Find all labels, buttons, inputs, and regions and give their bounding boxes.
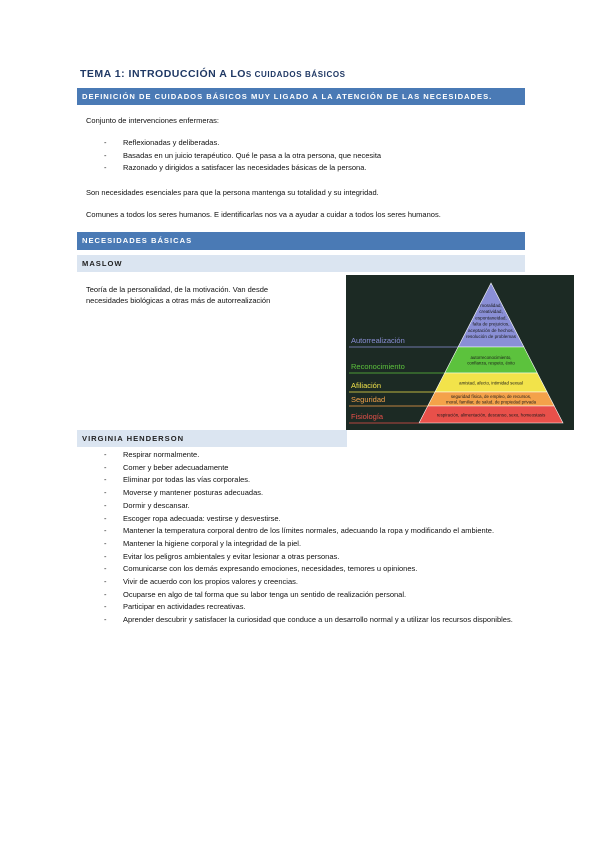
maslow-header: MASLOW xyxy=(77,255,525,272)
pyramid-level-text: creatividad, xyxy=(479,309,503,315)
maslow-text xyxy=(86,284,336,306)
page-title xyxy=(80,68,346,80)
maslow-text-line: Teoría de la personalidad, de la motivación. Van desde xyxy=(86,285,269,294)
title-main: TEMA 1: INTRODUCCIÓN A LO xyxy=(80,68,246,80)
pyramid-level-text: falta de prejuicios, xyxy=(472,321,510,327)
list-item: - Mantener la higiene corporal y la integridad de la piel. xyxy=(104,538,524,551)
list-item: - Escoger ropa adecuada: vestirse y desvestirse. xyxy=(104,513,524,526)
list-item: - Moverse y mantener posturas adecuadas. xyxy=(104,487,524,500)
list-item: - Dormir y descansar. xyxy=(104,500,524,513)
maslow-pyramid-image xyxy=(346,275,574,430)
list-item: - Ocuparse en algo de tal forma que su labor tenga un sentido de realización personal. xyxy=(104,589,524,602)
pyramid-level-text: seguridad física, de empleo, de recursos, xyxy=(450,394,532,399)
list-item: - Respirar normalmente. xyxy=(104,449,524,462)
pyramid-level-text: moral, familiar, de salud, de propiedad privada xyxy=(445,399,537,405)
list-item: - Vivir de acuerdo con los propios valores y creencias. xyxy=(104,576,524,589)
pyramid-level-label: Seguridad xyxy=(351,395,386,404)
paragraph: Comunes a todos los seres humanos. E identificarlas nos va a ayudar a cuidar a todos los seres humanos. xyxy=(86,210,441,219)
maslow-pyramid xyxy=(346,275,574,430)
list-item: - Eliminar por todas las vías corporales. xyxy=(104,474,524,487)
paragraph: Son necesidades esenciales para que la persona mantenga su totalidad y su integridad. xyxy=(86,188,379,197)
intro-text: Conjunto de intervenciones enfermeras: xyxy=(86,116,219,125)
list-item: - Aprender descubrir y satisfacer la curiosidad que conduce a un desarrollo normal y a utilizar los recursos disponibles. xyxy=(104,614,524,627)
pyramid-level-text: aceptación de hechos, xyxy=(468,327,514,333)
section-needs-header: NECESIDADES BÁSICAS xyxy=(77,232,525,250)
maslow-text-line: necesidades biológicas a otras más de autorrealización xyxy=(86,296,271,305)
intervention-list xyxy=(104,137,524,175)
list-item: - Evitar los peligros ambientales y evitar lesionar a otras personas. xyxy=(104,551,524,564)
pyramid-level-text: respiración, alimentación, descanso, sexo, homeostasis xyxy=(436,412,546,418)
section-definition-header: DEFINICIÓN DE CUIDADOS BÁSICOS MUY LIGADO A LA ATENCIÓN DE LAS NECESIDADES. xyxy=(77,88,525,105)
list-item: - Razonado y dirigidos a satisfacer las necesidades básicas de la persona. xyxy=(104,162,524,175)
list-item: - Basadas en un juicio terapéutico. Qué le pasa a la otra persona, que necesita xyxy=(104,150,524,163)
henderson-header: VIRGINIA HENDERSON xyxy=(77,430,347,447)
pyramid-level-text: autorreconocimiento, xyxy=(470,355,512,360)
pyramid-level-label: Afiliación xyxy=(351,381,382,390)
title-small: S CUIDADOS BÁSICOS xyxy=(245,70,346,79)
list-item: - Reflexionadas y deliberadas. xyxy=(104,137,524,150)
pyramid-level-text: moralidad, xyxy=(480,303,502,308)
pyramid-level-text: resolución de problemas xyxy=(465,334,517,339)
pyramid-level-label: Reconocimiento xyxy=(351,362,405,371)
pyramid-level-text: confianza, respeto, éxito xyxy=(467,360,515,366)
pyramid-level-text: espontaneidad, xyxy=(475,315,507,321)
list-item: - Comunicarse con los demás expresando emociones, necesidades, temores u opiniones. xyxy=(104,563,524,576)
list-item: - Participar en actividades recreativas. xyxy=(104,601,524,614)
list-item: - Comer y beber adecuadamente xyxy=(104,462,524,475)
list-item: - Mantener la temperatura corporal dentro de los límites normales, adecuando la ropa y modificando el ambiente. xyxy=(104,525,524,538)
pyramid-level-text: amistad, afecto, intimidad sexual xyxy=(459,380,523,386)
pyramid-level-label: Fisiología xyxy=(351,412,384,421)
henderson-list xyxy=(104,449,524,627)
pyramid-level-label: Autorrealización xyxy=(351,336,405,345)
